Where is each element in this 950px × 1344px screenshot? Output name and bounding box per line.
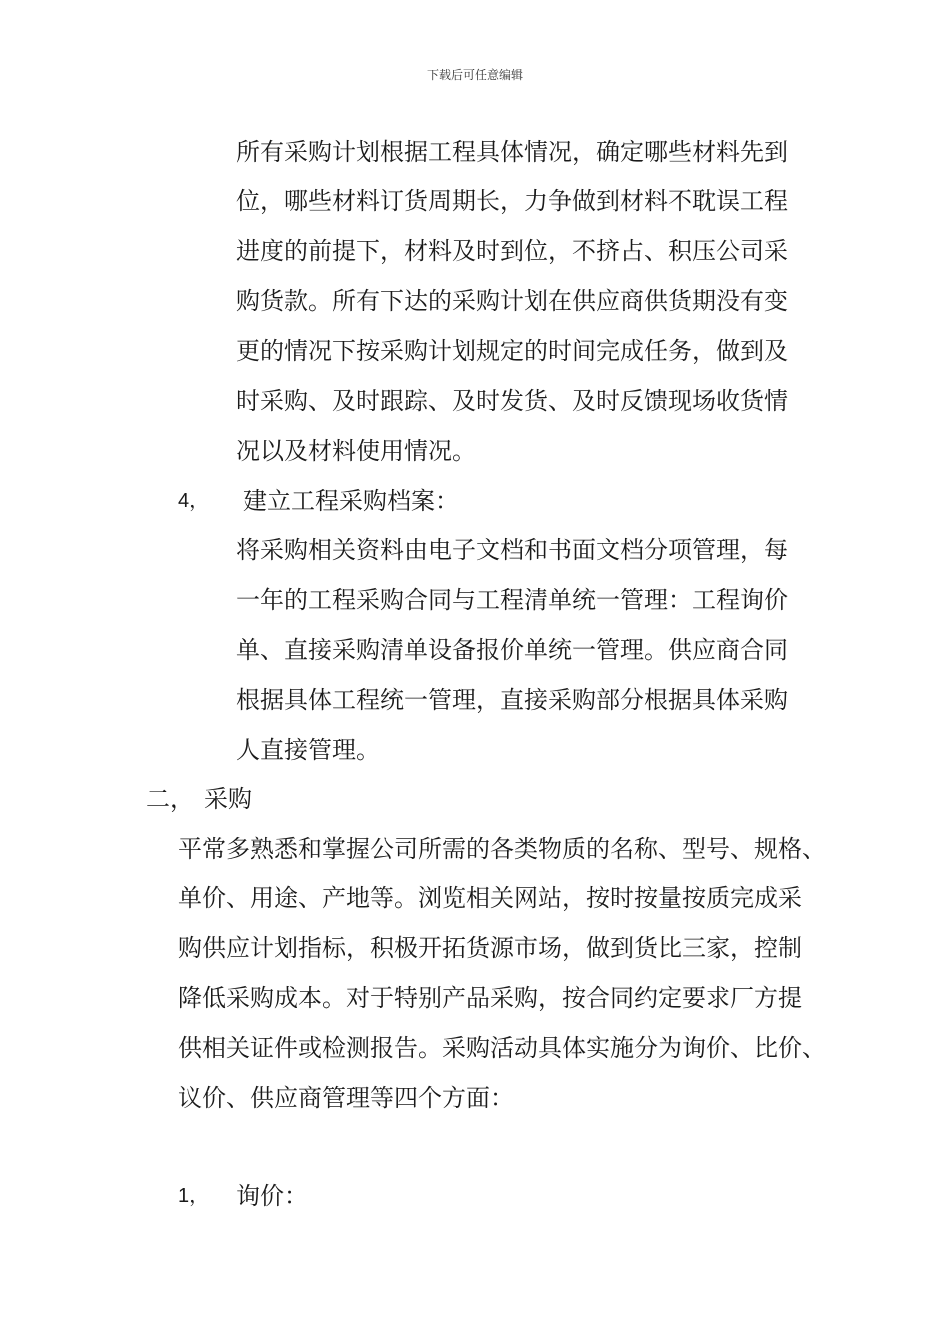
paragraph-line: 位，哪些材料订货周期长，力争做到材料不耽误工程 — [236, 187, 788, 215]
paragraph-line: 进度的前提下，材料及时到位，不挤占、积压公司采 — [236, 237, 788, 265]
paragraph-line: 议价、供应商管理等四个方面： — [178, 1084, 514, 1112]
paragraph-line: 根据具体工程统一管理，直接采购部分根据具体采购 — [236, 686, 788, 714]
paragraph-line: 平常多熟悉和掌握公司所需的各类物质的名称、型号、规格、 — [178, 835, 826, 863]
paragraph-line: 购货款。所有下达的采购计划在供应商供货期没有变 — [236, 287, 788, 315]
paragraph-line: 所有采购计划根据工程具体情况，确定哪些材料先到 — [236, 138, 788, 166]
paragraph-line: 将采购相关资料由电子文档和书面文档分项管理，每 — [236, 536, 788, 564]
header-note: 下载后可任意编辑 — [426, 68, 523, 82]
paragraph-line: 一年的工程采购合同与工程清单统一管理：工程询价 — [236, 586, 788, 614]
section-title: 采购 — [204, 785, 252, 813]
item-title: 建立工程采购档案： — [243, 487, 459, 515]
paragraph-line: 单价、用途、产地等。浏览相关网站，按时按量按质完成采 — [178, 884, 802, 912]
paragraph-line: 供相关证件或检测报告。采购活动具体实施分为询价、比价、 — [178, 1034, 826, 1062]
paragraph-line: 购供应计划指标，积极开拓货源市场，做到货比三家，控制 — [178, 934, 802, 962]
section-number: 二， — [146, 785, 194, 813]
paragraph-line: 降低采购成本。对于特别产品采购，按合同约定要求厂方提 — [178, 984, 802, 1012]
item-number: 4， — [178, 490, 210, 512]
paragraph-line: 单、直接采购清单设备报价单统一管理。供应商合同 — [236, 636, 788, 664]
paragraph-line: 更的情况下按采购计划规定的时间完成任务，做到及 — [236, 337, 788, 365]
paragraph-line: 人直接管理。 — [236, 736, 380, 764]
paragraph-line: 时采购、及时跟踪、及时发货、及时反馈现场收货情 — [236, 387, 788, 415]
item-title: 询价： — [236, 1182, 308, 1210]
paragraph-line: 况以及材料使用情况。 — [236, 437, 476, 465]
item-number: 1， — [178, 1185, 210, 1207]
